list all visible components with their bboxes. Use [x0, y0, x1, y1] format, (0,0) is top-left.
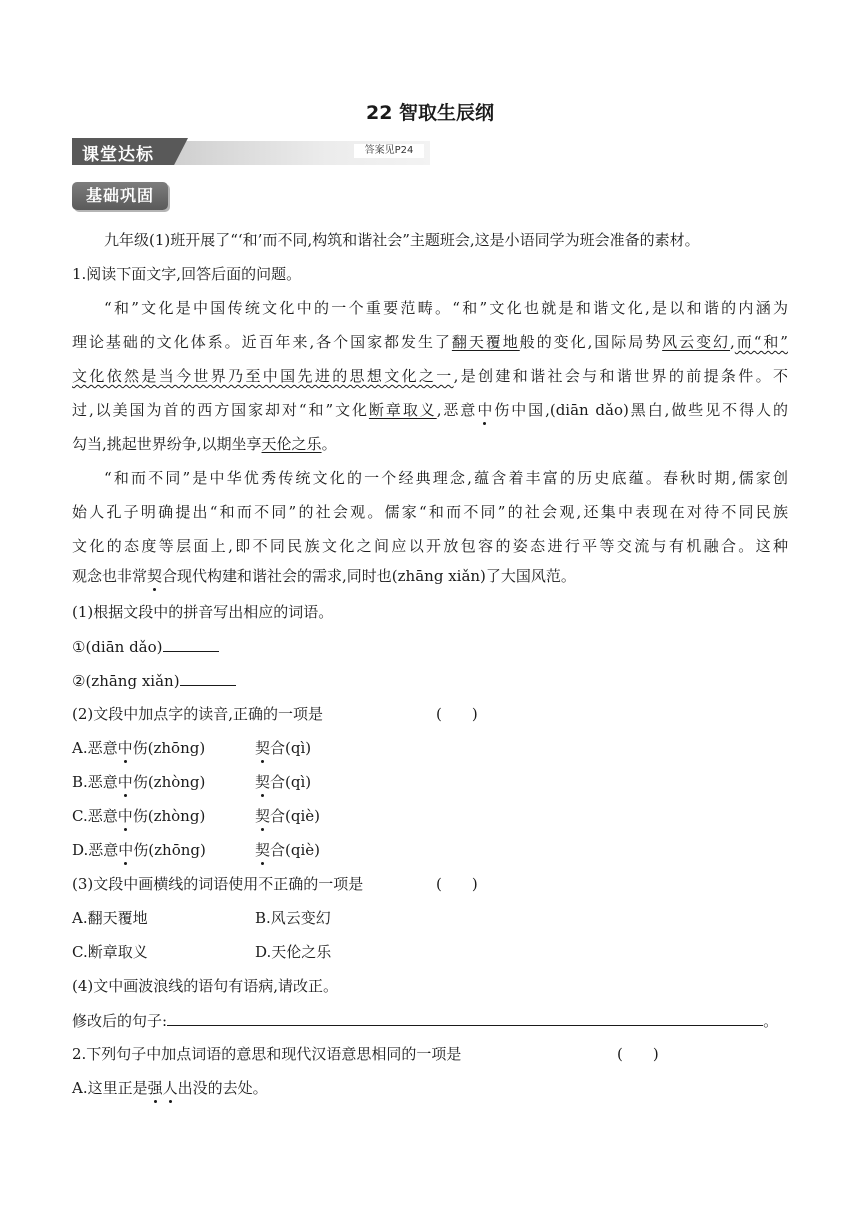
text-span: 合(qiè)	[270, 807, 320, 825]
option-c[interactable]: C.断章取义	[72, 943, 148, 961]
text-span: 勾当,挑起世界纷争,以期坐享	[72, 435, 262, 453]
banner-label: 课堂达标	[82, 145, 154, 165]
option-d[interactable]	[72, 840, 252, 860]
answer-paren[interactable]: ( )	[617, 1045, 659, 1063]
underlined-term: 风云变幻	[662, 333, 731, 351]
option-d-second	[255, 840, 375, 860]
dotted-char: 中	[117, 773, 133, 791]
dotted-char: 中	[477, 401, 493, 419]
passage-1-line-2	[72, 332, 788, 352]
text-span: 合(qì)	[270, 739, 312, 757]
text-span: 观念也非常	[72, 567, 148, 585]
option-b[interactable]	[72, 772, 252, 792]
question-1-stem: 1.阅读下面文字,回答后面的问题。	[72, 265, 302, 283]
option-a[interactable]: A.翻天覆地	[72, 909, 148, 927]
text-span: 理论基础的文化体系。近百年来,各个国家都发生了	[72, 333, 452, 351]
answer-paren[interactable]: ( )	[436, 875, 478, 893]
option-b[interactable]: B.风云变幻	[255, 909, 331, 927]
option-d[interactable]: D.天伦之乐	[255, 943, 332, 961]
subquestion-4-stem: (4)文中画波浪线的语句有语病,请改正。	[72, 977, 339, 995]
option-c[interactable]	[72, 806, 252, 826]
page-title: 22 智取生辰纲	[365, 102, 495, 124]
subquestion-1-item-b	[72, 670, 788, 691]
section-banner	[72, 138, 430, 165]
text-span: 合(qiè)	[270, 841, 320, 859]
text-span: A.这里正是	[72, 1079, 148, 1097]
dotted-char: 强	[147, 1079, 163, 1097]
text-span: 合(qì)	[270, 773, 312, 791]
answer-paren[interactable]: ( )	[436, 705, 478, 723]
text-span: 过,以美国为首的西方国家却对“和”文化	[72, 401, 369, 419]
text-span: 修改后的句子:	[72, 1012, 168, 1030]
dotted-char: 人	[162, 1079, 178, 1097]
subquestion-2-stem: (2)文段中加点字的读音,正确的一项是	[72, 705, 324, 723]
option-label: D.恶意	[72, 841, 119, 859]
underlined-term: 断章取义	[368, 401, 437, 419]
text-span: 伤(zhōng)	[133, 841, 206, 859]
wavy-sentence: 而“和”	[734, 333, 788, 351]
subquestion-1-item-a	[72, 636, 788, 657]
text-span: 般的变化,国际局势	[519, 333, 663, 351]
text-span: 伤(zhōng)	[132, 739, 206, 757]
section-subheading: 基础巩固	[72, 182, 168, 210]
subquestion-3-stem: (3)文段中画横线的词语使用不正确的一项是	[72, 875, 364, 893]
text-span: ②(zhāng xiǎn)	[72, 672, 180, 690]
text-span: ,	[730, 333, 735, 351]
question-2-option-a[interactable]	[72, 1078, 788, 1098]
wavy-sentence: 文化依然是当今世界乃至中国先进的思想文化之一	[72, 367, 454, 385]
passage-2-line-4	[72, 566, 788, 586]
passage-2-line-2: 始人孔子明确提出“和而不同”的社会观。儒家“和而不同”的社会观,还集中表现在对待不同民族	[72, 503, 788, 521]
intro-text: 九年级(1)班开展了“‘和’而不同,构筑和谐社会”主题班会,这是小语同学为班会准备的素材。	[104, 231, 700, 249]
answer-reference: 答案见P24	[354, 144, 424, 158]
dotted-char: 契	[147, 567, 163, 585]
dotted-char: 契	[255, 807, 271, 825]
passage-2-line-3: 文化的态度等层面上,即不同民族文化之间应以开放包容的姿态进行平等交流与有机融合。这种	[72, 537, 788, 555]
passage-1-line-1: “和”文化是中国传统文化中的一个重要范畴。“和”文化也就是和谐文化,是以和谐的内涵为	[104, 299, 788, 317]
option-b-second	[255, 772, 375, 792]
question-2-stem: 2.下列句子中加点词语的意思和现代汉语意思相同的一项是	[72, 1045, 462, 1063]
passage-1-line-4	[72, 400, 788, 420]
option-label: B.恶意	[72, 773, 118, 791]
passage-2-line-1: “和而不同”是中华优秀传统文化的一个经典理念,蕴含着丰富的历史底蕴。春秋时期,儒家创	[104, 469, 788, 487]
passage-1-line-3	[72, 366, 788, 386]
subquestion-1-stem: (1)根据文段中的拼音写出相应的词语。	[72, 603, 334, 621]
text-span: 合现代构建和谐社会的需求,同时也(zhāng xiǎn)了大国风范。	[162, 567, 576, 585]
dotted-char: 契	[255, 841, 271, 859]
subquestion-4-answer-line	[72, 1010, 788, 1031]
text-span: 出没的去处。	[177, 1079, 268, 1097]
text-span: 伤中国,(diān dǎo)黑白,做些见不得人的	[492, 401, 788, 419]
text-span: 伤(zhòng)	[132, 773, 206, 791]
option-label: A.恶意	[72, 739, 118, 757]
answer-blank[interactable]	[163, 636, 219, 652]
dotted-char: 契	[255, 739, 271, 757]
option-label: C.恶意	[72, 807, 118, 825]
dotted-char: 中	[117, 807, 133, 825]
underlined-term: 天伦之乐	[261, 435, 322, 453]
option-a[interactable]	[72, 738, 252, 758]
answer-blank[interactable]	[180, 670, 236, 686]
dotted-char: 中	[117, 739, 133, 757]
text-span: ,是创建和谐社会与和谐世界的前提条件。不	[453, 367, 788, 385]
text-span: ①(diān dǎo)	[72, 638, 163, 656]
passage-1-line-5	[72, 434, 788, 454]
underlined-term: 翻天覆地	[451, 333, 520, 351]
text-span: 伤(zhòng)	[132, 807, 206, 825]
option-a-second	[255, 738, 375, 758]
text-span: 。	[763, 1012, 779, 1030]
text-span: 。	[321, 435, 337, 453]
dotted-char: 契	[255, 773, 271, 791]
text-span: ,恶意	[436, 401, 478, 419]
answer-blank[interactable]	[167, 1010, 763, 1026]
option-c-second	[255, 806, 375, 826]
dotted-char: 中	[118, 841, 134, 859]
